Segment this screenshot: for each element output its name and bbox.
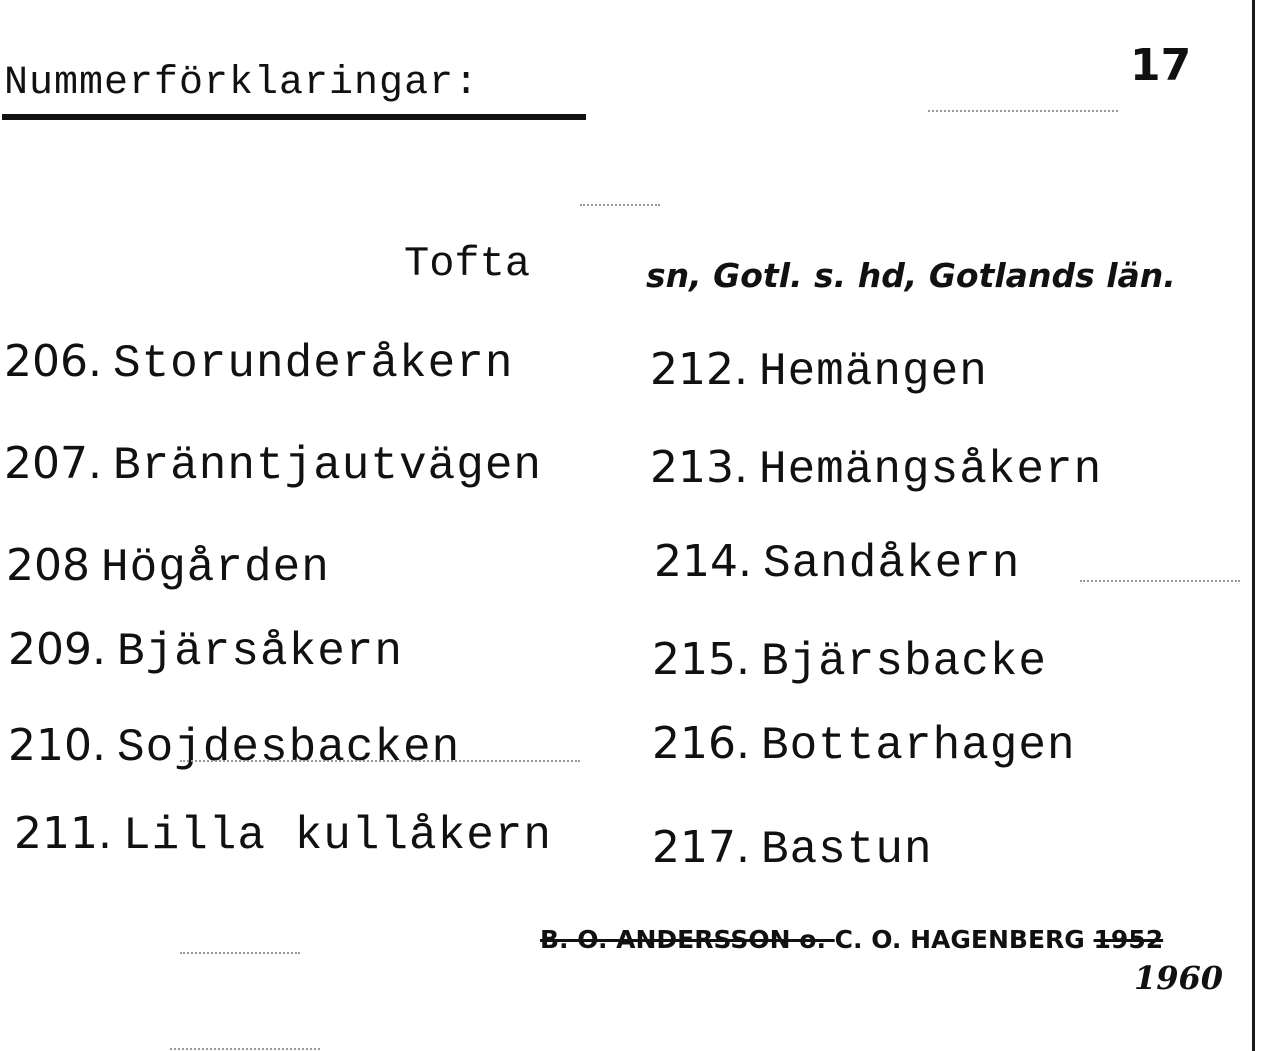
parish-name: Tofta	[404, 240, 531, 288]
entry-number: 207.	[4, 438, 102, 489]
entry-name: Bjärsåkern	[116, 626, 404, 678]
heading-underline	[2, 114, 586, 120]
entry-number: 211.	[14, 808, 112, 859]
list-item	[14, 806, 552, 864]
credit-line	[540, 922, 1163, 958]
credit-connector: o.	[790, 925, 835, 954]
entry-number: 216.	[652, 718, 750, 769]
list-item	[4, 334, 513, 392]
entry-number: 215.	[652, 634, 750, 685]
entry-number: 208	[6, 540, 90, 591]
entry-number: 209.	[8, 624, 106, 675]
handwritten-year: 1960	[1134, 959, 1224, 997]
list-item	[654, 534, 1020, 592]
entry-name: Bastun	[760, 824, 933, 876]
list-item	[650, 342, 988, 400]
list-item	[652, 632, 1047, 690]
list-item	[652, 820, 933, 878]
list-item	[6, 538, 330, 596]
dotted-line	[580, 204, 660, 206]
card-edge	[1252, 0, 1255, 1051]
list-item	[8, 622, 403, 680]
collector-name: C. O. HAGENBERG	[834, 925, 1094, 954]
entry-number: 206.	[4, 336, 102, 387]
list-item	[4, 436, 542, 494]
entry-number: 217.	[652, 822, 750, 873]
page-number: 17	[1130, 40, 1192, 91]
dotted-line	[180, 952, 300, 954]
entry-name: Hemängen	[758, 346, 988, 398]
card-heading: Nummerförklaringar:	[4, 61, 480, 106]
entry-name: Sojdesbacken	[116, 722, 461, 774]
dotted-line	[170, 1048, 320, 1050]
list-item	[650, 440, 1102, 498]
dotted-line	[928, 110, 1118, 112]
list-item	[8, 718, 460, 776]
region-label: sn, Gotl. s. hd, Gotlands län.	[646, 256, 1176, 295]
entry-name: Hemängsåkern	[758, 444, 1103, 496]
dotted-line	[180, 760, 580, 762]
entry-name: Bränntjautvägen	[112, 440, 543, 492]
entry-name: Högården	[100, 542, 330, 594]
entry-number: 212.	[650, 344, 748, 395]
entry-name: Bottarhagen	[760, 720, 1076, 772]
struck-year: 1952	[1093, 925, 1164, 954]
entry-number: 213.	[650, 442, 748, 493]
list-item	[652, 716, 1076, 774]
struck-name: B. O. ANDERSSON	[540, 925, 791, 954]
entry-name: Sandåkern	[762, 538, 1021, 590]
dotted-line	[1080, 580, 1240, 582]
entry-name: Lilla kullåkern	[122, 810, 553, 862]
entry-number: 210.	[8, 720, 106, 771]
entry-name: Storunderåkern	[112, 338, 514, 390]
entry-name: Bjärsbacke	[760, 636, 1048, 688]
entry-number: 214.	[654, 536, 752, 587]
